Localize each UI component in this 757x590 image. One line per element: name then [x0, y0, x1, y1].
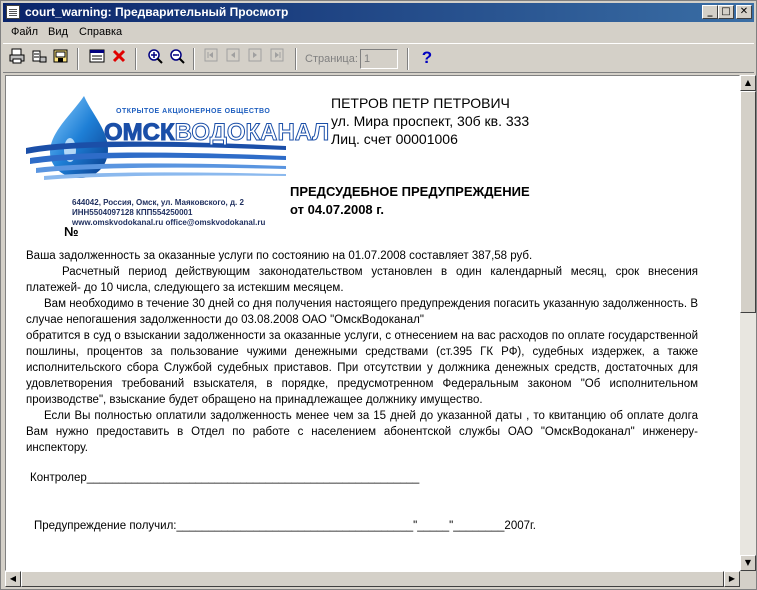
toolbar-separator	[135, 48, 137, 70]
close-window-button[interactable]: ✕	[736, 5, 752, 19]
document-page	[6, 76, 739, 570]
document-number: №	[64, 224, 79, 239]
recipient-block	[331, 94, 529, 148]
period-paragraph: Расчетный период действующим законодательством установлен в один календарный месяц, срок внесения платежей- до 10 числа, следующего за истекшим месяцем.	[26, 266, 698, 294]
controller-signature-line: Контролер____________________________________________________	[30, 472, 420, 484]
page-number-input[interactable]	[360, 49, 398, 69]
zoom-out-icon[interactable]	[167, 48, 187, 68]
first-page-icon[interactable]	[201, 48, 221, 68]
vertical-scrollbar[interactable]	[740, 75, 756, 571]
scroll-up-icon[interactable]: ▲	[740, 75, 756, 91]
recipient-address: ул. Мира проспект, 30б кв. 333	[331, 113, 530, 129]
scroll-right-icon[interactable]: ▶	[724, 571, 740, 587]
scroll-left-icon[interactable]: ◀	[5, 571, 21, 587]
prev-page-icon[interactable]	[223, 48, 243, 68]
heading-title: ПРЕДСУДЕБНОЕ ПРЕДУПРЕЖДЕНИЕ	[290, 184, 530, 199]
print-icon[interactable]	[7, 48, 27, 68]
help-icon[interactable]: ?	[421, 48, 433, 67]
toolbar-separator	[407, 48, 409, 70]
toolbar-separator	[193, 48, 195, 70]
vertical-scroll-thumb[interactable]	[740, 91, 756, 313]
court-paragraph: обратится в суд о взыскании задолженности за оказанные услуги, с отнесением на вас расходов по оплате государственной пошлины, процентов за пользование чужими денежными средствами (ст.395 ГК РФ), судебных издержек, а также исполнительского сбора Службой судебных приставов. При отсутствии у должника денежных средств, достаточных для удовлетворения требований взыскателя, в порядке, предусмотренном Федеральным законом "Об исполнительном производстве", взыскание будет обращено на принадлежащее должнику имущество.	[26, 330, 698, 406]
window-title: court_warning: Предварительный Просмотр	[25, 5, 289, 19]
logo-company-type: ОТКРЫТОЕ АКЦИОНЕРНОЕ ОБЩЕСТВО	[116, 108, 271, 115]
maximize-button[interactable]: □	[718, 5, 734, 19]
recipient-name: ПЕТРОВ ПЕТР ПЕТРОВИЧ	[331, 95, 510, 111]
payment-paragraph: Если Вы полностью оплатили задолженность менее чем за 15 дней до указанной даты , то квитанцию об оплате долга Вам нужно предоставить в Отдел по работе с населением абонентской службы ОАО "ОмскВодоканал" инженеру-инспектору.	[26, 410, 698, 454]
next-page-icon[interactable]	[245, 48, 265, 68]
menu-view[interactable]: Вид	[48, 26, 68, 38]
export-icon[interactable]	[51, 48, 71, 68]
page-label: Страница:	[305, 53, 358, 65]
heading-date: от 04.07.2008 г.	[290, 202, 384, 217]
horizontal-scrollbar[interactable]	[5, 571, 740, 587]
omskvodokanal-logo	[24, 92, 330, 227]
horizontal-scroll-thumb[interactable]	[21, 571, 724, 587]
print-setup-icon[interactable]	[29, 48, 49, 68]
requirement-paragraph: Вам необходимо в течение 30 дней со дня получения настоящего предупреждения погасить указанную задолженность. В случае непогашения задолженности до 03.08.2008 ОАО "ОмскВодоканал"	[26, 298, 698, 326]
company-address: 644042, Россия, Омск, ул. Маяковского, д. 2 ИНН5504097128 КПП554250001 www.omskvodokanal.ru office@omskvodokanal.ru	[72, 198, 266, 227]
scroll-down-icon[interactable]: ▼	[740, 555, 756, 571]
open-icon[interactable]	[87, 48, 107, 68]
zoom-in-icon[interactable]	[145, 48, 165, 68]
scrollbar-corner	[740, 571, 756, 587]
document-body	[26, 248, 698, 456]
received-signature-line: Предупреждение получил:_____________________________________"_____"________2007г.	[34, 520, 536, 532]
title-bar[interactable]	[3, 3, 754, 22]
preview-viewport[interactable]	[5, 75, 740, 571]
document-heading	[290, 183, 530, 219]
toolbar	[3, 43, 754, 73]
toolbar-separator	[77, 48, 79, 70]
minimize-button[interactable]: _	[702, 5, 718, 19]
app-icon[interactable]	[6, 5, 20, 19]
menu-file[interactable]: Файл	[11, 26, 39, 38]
toolbar-separator	[295, 48, 297, 70]
logo-name: ОМСКВОДОКАНАЛ	[104, 119, 330, 146]
last-page-icon[interactable]	[267, 48, 287, 68]
recipient-account: Лиц. счет 00001006	[331, 131, 458, 147]
menu-bar	[3, 23, 754, 41]
menu-help[interactable]: Справка	[79, 26, 123, 38]
close-icon[interactable]	[109, 48, 129, 68]
debt-paragraph: Ваша задолженность за оказанные услуги по состоянию на 01.07.2008 составляет 387,58 руб.	[26, 250, 533, 262]
